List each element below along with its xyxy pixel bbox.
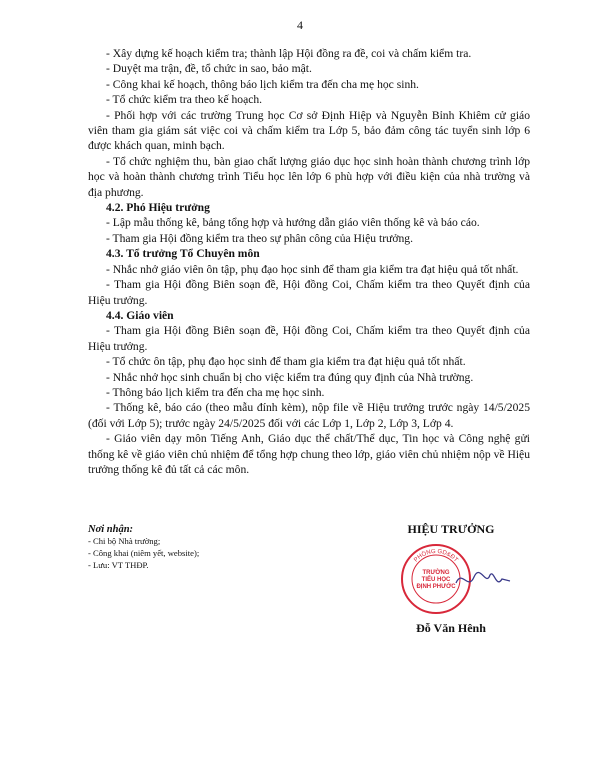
signature-block bbox=[366, 522, 536, 636]
section-heading-4-2: 4.2. Phó Hiệu trưởng bbox=[106, 201, 210, 215]
handwritten-signature bbox=[452, 565, 512, 593]
body-item-2: - Duyệt ma trận, đề, tổ chức in sao, bảo mật. bbox=[106, 62, 312, 76]
recipient-item-2: - Công khai (niêm yết, website); bbox=[88, 548, 200, 559]
body-item-5: - Phối hợp với các trường Trung học Cơ sở Định Hiệp và Nguyễn Bỉnh Khiêm cử giáo viên tham gia giám sát việc coi và chấm kiểm tra Lớp 5, bảo đảm công tác tuyển sinh lớp 6 được khách quan, minh bạch. bbox=[88, 108, 530, 153]
svg-text:PHÒNG GD&ĐT: PHÒNG GD&ĐT bbox=[413, 548, 459, 564]
signer-title: HIỆU TRƯỞNG bbox=[407, 522, 495, 536]
sec-4-3-item-2: - Tham gia Hội đồng Biên soạn đề, Hội đồng Coi, Chấm kiểm tra theo Quyết định của Hiệu trưởng. bbox=[88, 278, 530, 307]
recipients-block bbox=[88, 524, 308, 572]
recipient-item-3: - Lưu: VT THĐP. bbox=[88, 560, 149, 571]
sec-4-4-item-4: - Thông báo lịch kiểm tra đến cha mẹ học sinh. bbox=[106, 385, 325, 399]
sec-4-4-item-6: - Giáo viên dạy môn Tiếng Anh, Giáo dục thể chất/Thể dục, Tin học và Công nghệ gửi thống kê về giáo viên chủ nhiệm để tổng hợp chung theo lớp, giáo viên chủ nhiệm nộp về Hiệu trưởng thống kê đủ tất cả các môn. bbox=[88, 432, 530, 476]
sec-4-4-item-1: - Tham gia Hội đồng Biên soạn đề, Hội đồng Coi, Chấm kiểm tra theo Quyết định của Hiệu trưởng. bbox=[88, 324, 530, 353]
page-number: 4 bbox=[297, 18, 303, 32]
body-item-3: - Công khai kế hoạch, thông báo lịch kiểm tra đến cha mẹ học sinh. bbox=[106, 77, 419, 91]
section-heading-4-4: 4.4. Giáo viên bbox=[106, 308, 174, 322]
sec-4-2-item-1: - Lập mẫu thống kê, bảng tổng hợp và hướng dẫn giáo viên thống kê và báo cáo. bbox=[106, 216, 480, 230]
document-body bbox=[88, 46, 530, 477]
section-heading-4-3: 4.3. Tổ trưởng Tổ Chuyên môn bbox=[106, 247, 260, 261]
sec-4-4-item-3: - Nhắc nhở học sinh chuẩn bị cho việc kiểm tra đúng quy định của Nhà trường. bbox=[106, 370, 474, 384]
recipients-title: Nơi nhận: bbox=[88, 524, 134, 535]
body-item-1: - Xây dựng kế hoạch kiểm tra; thành lập Hội đồng ra đề, coi và chấm kiểm tra. bbox=[106, 47, 472, 60]
recipient-item-1: - Chi bộ Nhà trường; bbox=[88, 536, 161, 546]
body-item-6: - Tổ chức nghiệm thu, bàn giao chất lượng giáo dục học sinh hoàn thành chương trình lớp học và hoàn thành chương trình Tiểu học lên lớp 6 phù hợp với điều kiện của nhà trường và địa phương. bbox=[88, 154, 530, 199]
seal-area bbox=[366, 543, 536, 617]
sec-4-2-item-2: - Tham gia Hội đồng kiểm tra theo sự phân công của Hiệu trưởng. bbox=[106, 231, 413, 245]
svg-text:TIỂU HỌC: TIỂU HỌC bbox=[421, 577, 451, 583]
body-item-4: - Tổ chức kiểm tra theo kế hoạch. bbox=[106, 93, 263, 107]
sec-4-4-item-2: - Tổ chức ôn tập, phụ đạo học sinh để tham gia kiểm tra đạt hiệu quả tốt nhất. bbox=[106, 355, 466, 369]
svg-text:ĐỊNH PHƯỚC: ĐỊNH PHƯỚC bbox=[416, 584, 456, 590]
signer-name: Đỗ Văn Hênh bbox=[416, 621, 486, 635]
svg-text:TRƯỜNG: TRƯỜNG bbox=[422, 570, 450, 576]
sec-4-4-item-5: - Thống kê, báo cáo (theo mẫu đính kèm), nộp file về Hiệu trưởng trước ngày 14/5/2025 (đối với Lớp 5); trước ngày 24/5/2025 đối với các Lớp 1, Lớp 2, Lớp 3, Lớp 4. bbox=[88, 401, 530, 430]
sec-4-3-item-1: - Nhắc nhở giáo viên ôn tập, phụ đạo học sinh để tham gia kiểm tra đạt hiệu quả tốt nhất. bbox=[106, 262, 519, 276]
